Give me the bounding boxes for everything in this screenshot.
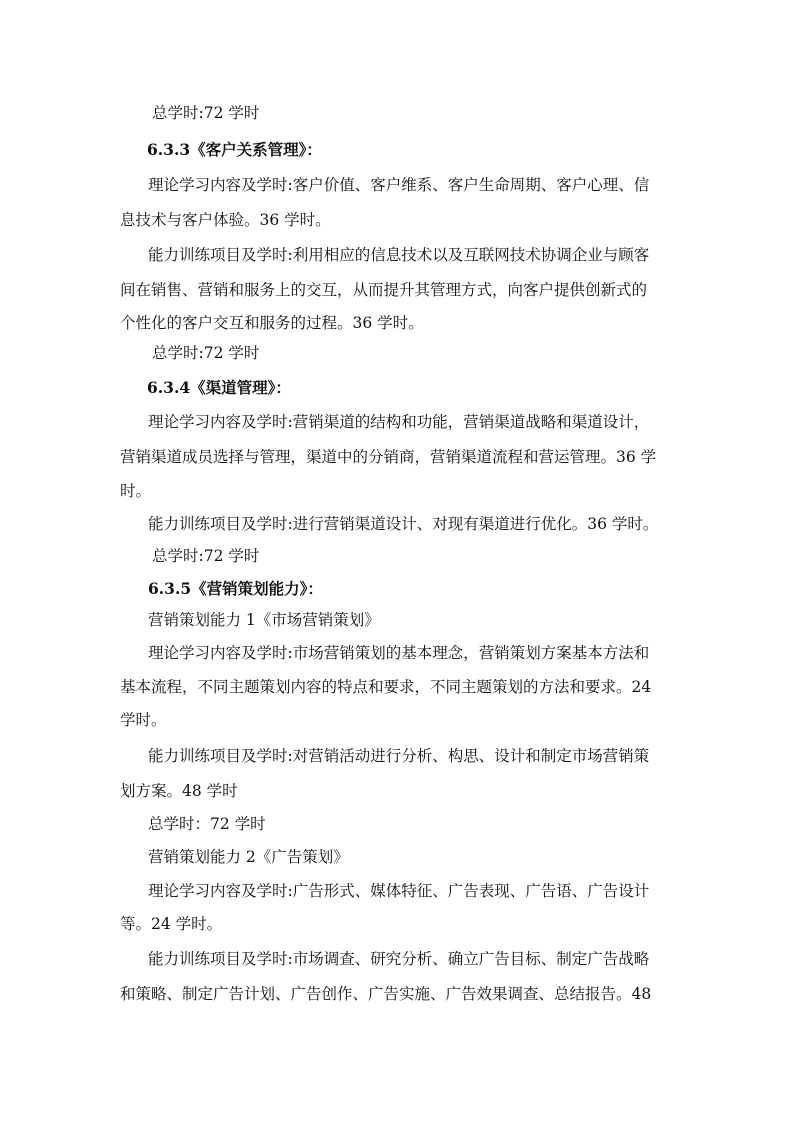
total-hours-line: 总学时：72 学时 [148, 815, 266, 833]
paragraph-line: 学时。 [120, 711, 167, 729]
paragraph-line: 个性化的客户交互和服务的过程。36 学时。 [120, 314, 424, 332]
total-hours-line: 总学时:72 学时 [152, 344, 260, 362]
section-heading-6-3-3: 6.3.3《客户关系管理》： [147, 140, 322, 159]
paragraph-line: 等。24 学时。 [120, 915, 223, 933]
paragraph-line: 和策略、制定广告计划、广告创作、广告实施、广告效果调查、总结报告。48 [120, 985, 652, 1003]
subsection-title: 营销策划能力 1《市场营销策划》 [148, 611, 380, 629]
paragraph-line: 划方案。48 学时 [120, 782, 238, 800]
section-heading-6-3-5: 6.3.5《营销策划能力》： [148, 579, 323, 598]
paragraph-line: 能力训练项目及学时:进行营销渠道设计、对现有渠道进行优化。36 学时。 [148, 515, 659, 533]
paragraph-line: 理论学习内容及学时:市场营销策划的基本理念，营销策划方案基本方法和 [148, 644, 650, 662]
total-hours-line: 总学时:72 学时 [152, 104, 260, 122]
paragraph-line: 理论学习内容及学时:营销渠道的结构和功能，营销渠道战略和渠道设计， [148, 413, 650, 431]
paragraph-line: 能力训练项目及学时:利用相应的信息技术以及互联网技术协调企业与顾客 [148, 246, 650, 264]
paragraph-line: 理论学习内容及学时:广告形式、媒体特征、广告表现、广告语、广告设计 [148, 882, 650, 900]
subsection-title: 营销策划能力 2《广告策划》 [148, 848, 349, 866]
paragraph-line: 基本流程，不同主题策划内容的特点和要求，不同主题策划的方法和要求。24 [120, 678, 652, 696]
paragraph-line: 营销渠道成员选择与管理，渠道中的分销商，营销渠道流程和营运管理。36 学 [120, 448, 657, 466]
paragraph-line: 息技术与客户体验。36 学时。 [120, 211, 331, 229]
paragraph-line: 理论学习内容及学时:客户价值、客户维系、客户生命周期、客户心理、信 [148, 176, 650, 194]
section-heading-6-3-4: 6.3.4《渠道管理》： [147, 378, 291, 397]
paragraph-line: 间在销售、营销和服务上的交互，从而提升其管理方式，向客户提供创新式的 [120, 281, 648, 299]
paragraph-line: 能力训练项目及学时:对营销活动进行分析、构思、设计和制定市场营销策 [148, 747, 650, 765]
paragraph-line: 能力训练项目及学时:市场调查、研究分析、确立广告目标、制定广告战略 [148, 950, 650, 968]
paragraph-line: 时。 [120, 482, 152, 500]
total-hours-line: 总学时:72 学时 [152, 547, 260, 565]
